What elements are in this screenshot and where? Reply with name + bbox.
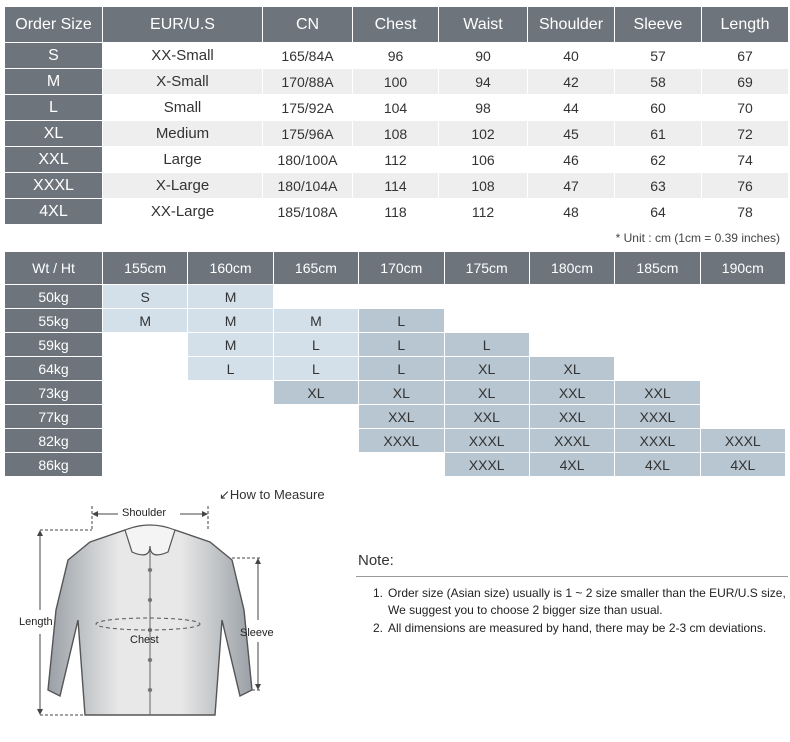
cell-chest: 96: [353, 43, 438, 68]
cell-recommended-size: XXL: [615, 381, 699, 404]
chest-label: Chest: [130, 634, 159, 646]
cell-recommended-size: [188, 405, 272, 428]
cell-recommended-size: L: [445, 333, 529, 356]
table-row: [5, 43, 788, 68]
cell-waist: 98: [439, 95, 527, 120]
cell-sleeve: 62: [615, 147, 701, 172]
cell-cn: 175/92A: [263, 95, 352, 120]
cell-recommended-size: [188, 381, 272, 404]
note-item: 2. All dimensions are measured by hand, there may be 2-3 cm deviations.: [373, 621, 767, 635]
cell-recommended-size: XXL: [359, 405, 443, 428]
length-label: Length: [19, 616, 53, 628]
cell-recommended-size: [530, 333, 614, 356]
cell-shoulder: 45: [528, 121, 614, 146]
cell-recommended-size: XL: [530, 357, 614, 380]
measurement-diagram: [0, 500, 350, 737]
cell-recommended-size: [274, 453, 358, 476]
cell-recommended-size: XL: [445, 381, 529, 404]
cell-recommended-size: [188, 453, 272, 476]
cell-eur-us: Medium: [103, 121, 262, 146]
cell-recommended-size: [103, 429, 187, 452]
cell-eur-us: XX-Small: [103, 43, 262, 68]
header-height: 180cm: [530, 252, 614, 284]
cell-cn: 180/100A: [263, 147, 352, 172]
cell-weight: 82kg: [5, 429, 102, 452]
cell-cn: 170/88A: [263, 69, 352, 94]
header-height: 165cm: [274, 252, 358, 284]
cell-length: 74: [702, 147, 788, 172]
sleeve-label: Sleeve: [240, 627, 274, 639]
cell-recommended-size: [615, 333, 699, 356]
cell-weight: 55kg: [5, 309, 102, 332]
cell-recommended-size: [701, 333, 785, 356]
cell-recommended-size: [103, 405, 187, 428]
header-height: 190cm: [701, 252, 785, 284]
table-row: [5, 199, 788, 224]
cell-recommended-size: XL: [445, 357, 529, 380]
cell-length: 69: [702, 69, 788, 94]
table-row: [5, 333, 785, 356]
header-sleeve: Sleeve: [615, 7, 701, 42]
cell-cn: 180/104A: [263, 173, 352, 198]
cell-waist: 106: [439, 147, 527, 172]
size-chart-table: [4, 6, 789, 225]
cell-length: 67: [702, 43, 788, 68]
cell-recommended-size: [445, 309, 529, 332]
cell-order-size: XXXL: [5, 173, 102, 198]
how-to-measure-title: ↙How to Measure: [219, 487, 325, 502]
weight-height-table: [4, 251, 786, 477]
cell-recommended-size: XXXL: [445, 429, 529, 452]
table-row: [5, 121, 788, 146]
header-wt-ht: Wt / Ht: [5, 252, 102, 284]
cell-recommended-size: [615, 285, 699, 308]
header-height: 160cm: [188, 252, 272, 284]
cell-sleeve: 61: [615, 121, 701, 146]
cell-cn: 185/108A: [263, 199, 352, 224]
arrow-down-left-icon: ↙: [219, 487, 230, 502]
cell-recommended-size: L: [359, 357, 443, 380]
cell-recommended-size: L: [188, 357, 272, 380]
table-row: [5, 285, 785, 308]
cell-order-size: M: [5, 69, 102, 94]
header-height: 155cm: [103, 252, 187, 284]
cell-eur-us: XX-Large: [103, 199, 262, 224]
cell-recommended-size: 4XL: [530, 453, 614, 476]
cell-recommended-size: XL: [359, 381, 443, 404]
cell-recommended-size: 4XL: [615, 453, 699, 476]
cell-recommended-size: 4XL: [701, 453, 785, 476]
cell-recommended-size: XXXL: [615, 429, 699, 452]
cell-chest: 114: [353, 173, 438, 198]
cell-recommended-size: XXXL: [701, 429, 785, 452]
cell-recommended-size: M: [274, 309, 358, 332]
cell-waist: 94: [439, 69, 527, 94]
cell-recommended-size: [615, 357, 699, 380]
cell-cn: 175/96A: [263, 121, 352, 146]
header-height: 175cm: [445, 252, 529, 284]
cell-recommended-size: M: [103, 309, 187, 332]
cell-recommended-size: [103, 357, 187, 380]
table-row: [5, 381, 785, 404]
cell-recommended-size: XXXL: [530, 429, 614, 452]
cell-recommended-size: XXL: [530, 405, 614, 428]
cell-weight: 64kg: [5, 357, 102, 380]
cell-recommended-size: [701, 309, 785, 332]
cell-recommended-size: [701, 381, 785, 404]
cell-order-size: L: [5, 95, 102, 120]
cell-recommended-size: M: [188, 309, 272, 332]
cell-recommended-size: [701, 357, 785, 380]
cell-eur-us: X-Large: [103, 173, 262, 198]
cell-recommended-size: XXXL: [359, 429, 443, 452]
shoulder-label: Shoulder: [122, 507, 167, 519]
cell-recommended-size: [615, 309, 699, 332]
cell-length: 72: [702, 121, 788, 146]
cell-recommended-size: M: [188, 285, 272, 308]
cell-length: 70: [702, 95, 788, 120]
header-height: 185cm: [615, 252, 699, 284]
cell-recommended-size: [359, 285, 443, 308]
cell-sleeve: 63: [615, 173, 701, 198]
note-divider: [356, 576, 788, 577]
cell-order-size: S: [5, 43, 102, 68]
header-eur-us: EUR/U.S: [103, 7, 262, 42]
cell-recommended-size: [701, 405, 785, 428]
cell-recommended-size: L: [359, 309, 443, 332]
cell-waist: 90: [439, 43, 527, 68]
cell-chest: 104: [353, 95, 438, 120]
table-row: [5, 147, 788, 172]
note-list: [373, 585, 788, 638]
cell-recommended-size: M: [188, 333, 272, 356]
cell-recommended-size: XXL: [530, 381, 614, 404]
note-item: 1. Order size (Asian size) usually is 1 ~ 2 size smaller than the EUR/U.S size, We suggest you to choose 2 bigger size than usual.: [373, 586, 786, 617]
unit-note: * Unit : cm (1cm = 0.39 inches): [615, 231, 780, 245]
table-row: [5, 357, 785, 380]
cell-eur-us: X-Small: [103, 69, 262, 94]
cell-recommended-size: [359, 453, 443, 476]
cell-shoulder: 40: [528, 43, 614, 68]
cell-order-size: XXL: [5, 147, 102, 172]
cell-recommended-size: [188, 429, 272, 452]
cell-recommended-size: [701, 285, 785, 308]
cell-recommended-size: [274, 285, 358, 308]
header-waist: Waist: [439, 7, 527, 42]
header-chest: Chest: [353, 7, 438, 42]
cell-shoulder: 48: [528, 199, 614, 224]
header-cn: CN: [263, 7, 352, 42]
cell-sleeve: 64: [615, 199, 701, 224]
header-height: 170cm: [359, 252, 443, 284]
cell-recommended-size: [103, 333, 187, 356]
cell-recommended-size: [103, 453, 187, 476]
cell-recommended-size: [445, 285, 529, 308]
cell-weight: 77kg: [5, 405, 102, 428]
table-row: [5, 405, 785, 428]
cell-recommended-size: L: [359, 333, 443, 356]
cell-sleeve: 57: [615, 43, 701, 68]
cell-recommended-size: [103, 381, 187, 404]
size-table-header-row: [5, 7, 788, 42]
cell-order-size: 4XL: [5, 199, 102, 224]
cell-shoulder: 47: [528, 173, 614, 198]
table-row: [5, 69, 788, 94]
cell-weight: 86kg: [5, 453, 102, 476]
cell-chest: 118: [353, 199, 438, 224]
cell-sleeve: 58: [615, 69, 701, 94]
cell-waist: 112: [439, 199, 527, 224]
cell-recommended-size: XL: [274, 381, 358, 404]
cell-weight: 59kg: [5, 333, 102, 356]
table-row: [5, 95, 788, 120]
table-row: [5, 453, 785, 476]
cell-recommended-size: XXXL: [445, 453, 529, 476]
cell-eur-us: Large: [103, 147, 262, 172]
cell-waist: 108: [439, 173, 527, 198]
cell-recommended-size: [530, 285, 614, 308]
cell-recommended-size: XXL: [445, 405, 529, 428]
cell-sleeve: 60: [615, 95, 701, 120]
cell-chest: 100: [353, 69, 438, 94]
cell-shoulder: 42: [528, 69, 614, 94]
header-length: Length: [702, 7, 788, 42]
cell-shoulder: 46: [528, 147, 614, 172]
cell-cn: 165/84A: [263, 43, 352, 68]
table-row: [5, 429, 785, 452]
cell-waist: 102: [439, 121, 527, 146]
cell-recommended-size: [274, 405, 358, 428]
cell-recommended-size: S: [103, 285, 187, 308]
cell-length: 76: [702, 173, 788, 198]
cell-recommended-size: [530, 309, 614, 332]
cell-length: 78: [702, 199, 788, 224]
cell-recommended-size: XXXL: [615, 405, 699, 428]
cell-weight: 50kg: [5, 285, 102, 308]
header-order-size: Order Size: [5, 7, 102, 42]
table-row: [5, 173, 788, 198]
cell-order-size: XL: [5, 121, 102, 146]
cell-chest: 108: [353, 121, 438, 146]
note-title: Note:: [358, 552, 394, 569]
wh-table-header-row: [5, 252, 785, 284]
cell-chest: 112: [353, 147, 438, 172]
cell-recommended-size: L: [274, 333, 358, 356]
cell-recommended-size: L: [274, 357, 358, 380]
cell-weight: 73kg: [5, 381, 102, 404]
cell-shoulder: 44: [528, 95, 614, 120]
header-shoulder: Shoulder: [528, 7, 614, 42]
cell-eur-us: Small: [103, 95, 262, 120]
table-row: [5, 309, 785, 332]
cell-recommended-size: [274, 429, 358, 452]
